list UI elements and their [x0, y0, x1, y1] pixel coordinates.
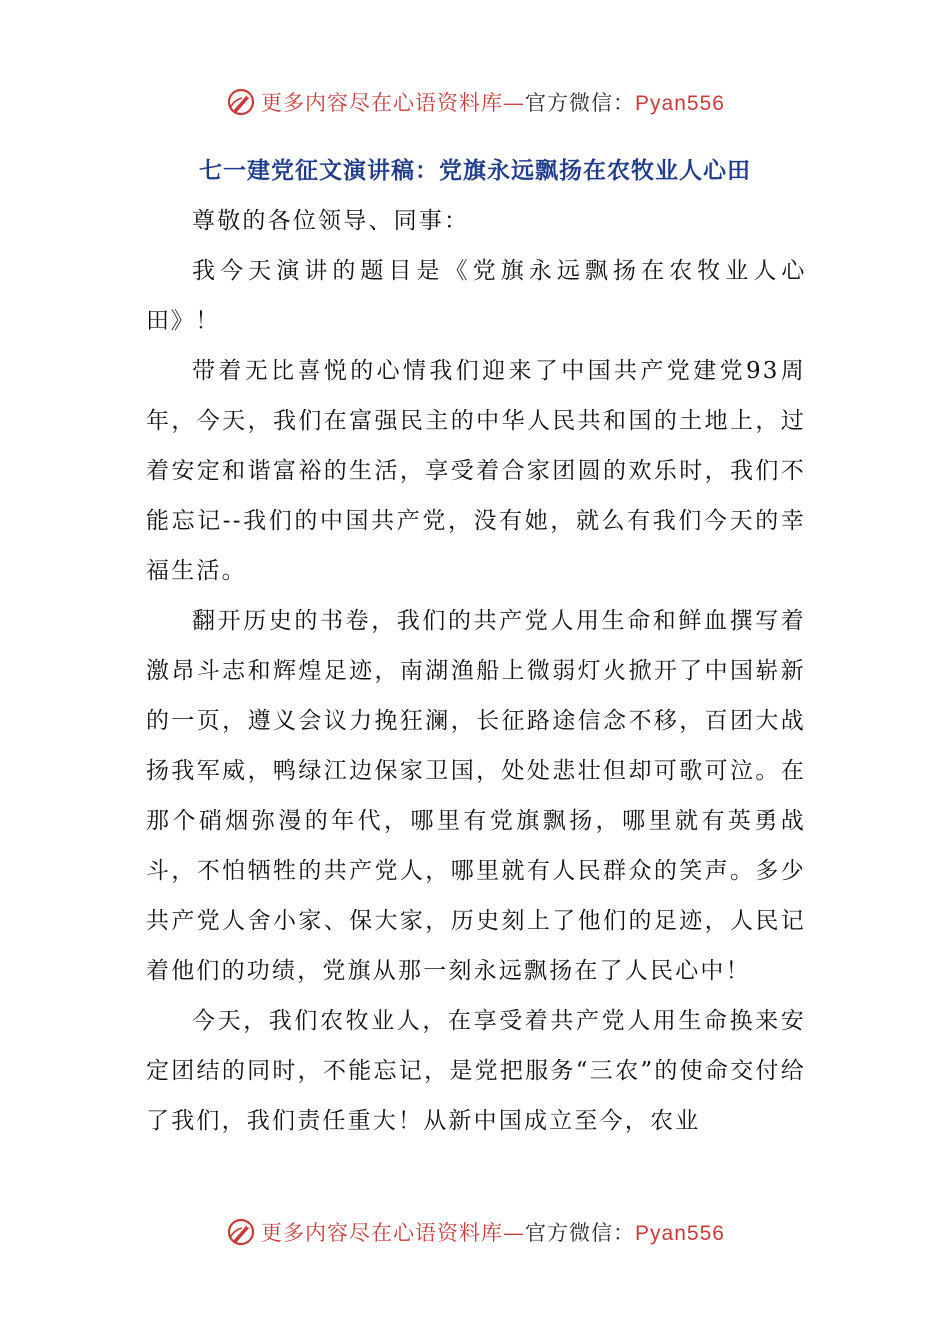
document-title: 七一建党征文演讲稿：党旗永远飘扬在农牧业人心田 — [199, 157, 751, 184]
banner-text — [261, 87, 725, 117]
document-body — [146, 196, 806, 1146]
banner-wechat-id: Pyan556 — [635, 92, 725, 115]
banner-separator: — — [503, 1221, 526, 1245]
paragraph-anniversary: 带着无比喜悦的心情我们迎来了中国共产党建党93周年，今天，我们在富强民主的中华人民共和国的土地上，过着安定和谐富裕的生活，享受着合家团圆的欢乐时，我们不能忘记--我们的中国共产党，没有她，就么有我们今天的幸福生活。 — [146, 358, 806, 584]
pen-logo-icon — [225, 86, 257, 118]
banner-label: 官方微信： — [525, 91, 636, 115]
paragraph-salutation: 尊敬的各位领导、同事： — [192, 208, 470, 234]
banner-separator: — — [503, 91, 526, 115]
paragraph-history: 翻开历史的书卷，我们的共产党人用生命和鲜血撰写着激昂斗志和辉煌足迹，南湖渔船上微弱灯火掀开了中国崭新的一页，遵义会议力挽狂澜，长征路途信念不移，百团大战扬我军威，鸭绿江边保家卫国，处处悲壮但却可歌可泣。在那个硝烟弥漫的年代，哪里有党旗飘扬，哪里就有英勇战斗，不怕牺牲的共产党人，哪里就有人民群众的笑声。多少共产党人舍小家、保大家，历史刻上了他们的足迹，人民记着他们的功绩，党旗从那一刻永远飘扬在了人民心中！ — [146, 608, 806, 984]
pen-logo-icon — [225, 1216, 257, 1248]
paragraph-topic: 我今天演讲的题目是《党旗永远飘扬在农牧业人心田》！ — [146, 258, 806, 334]
paragraph-agriculture: 今天，我们农牧业人，在享受着共产党人用生命换来安定团结的同时，不能忘记，是党把服务“三农”的使命交付给了我们，我们责任重大！从新中国成立至今，农业 — [146, 1008, 806, 1134]
banner-text — [261, 1217, 725, 1247]
banner-main-text: 更多内容尽在心语资料库 — [261, 91, 504, 115]
banner-main-text: 更多内容尽在心语资料库 — [261, 1221, 504, 1245]
banner-wechat-id: Pyan556 — [635, 1222, 725, 1245]
banner-label: 官方微信： — [525, 1221, 636, 1245]
header-banner — [0, 80, 950, 124]
footer-banner — [0, 1210, 950, 1254]
